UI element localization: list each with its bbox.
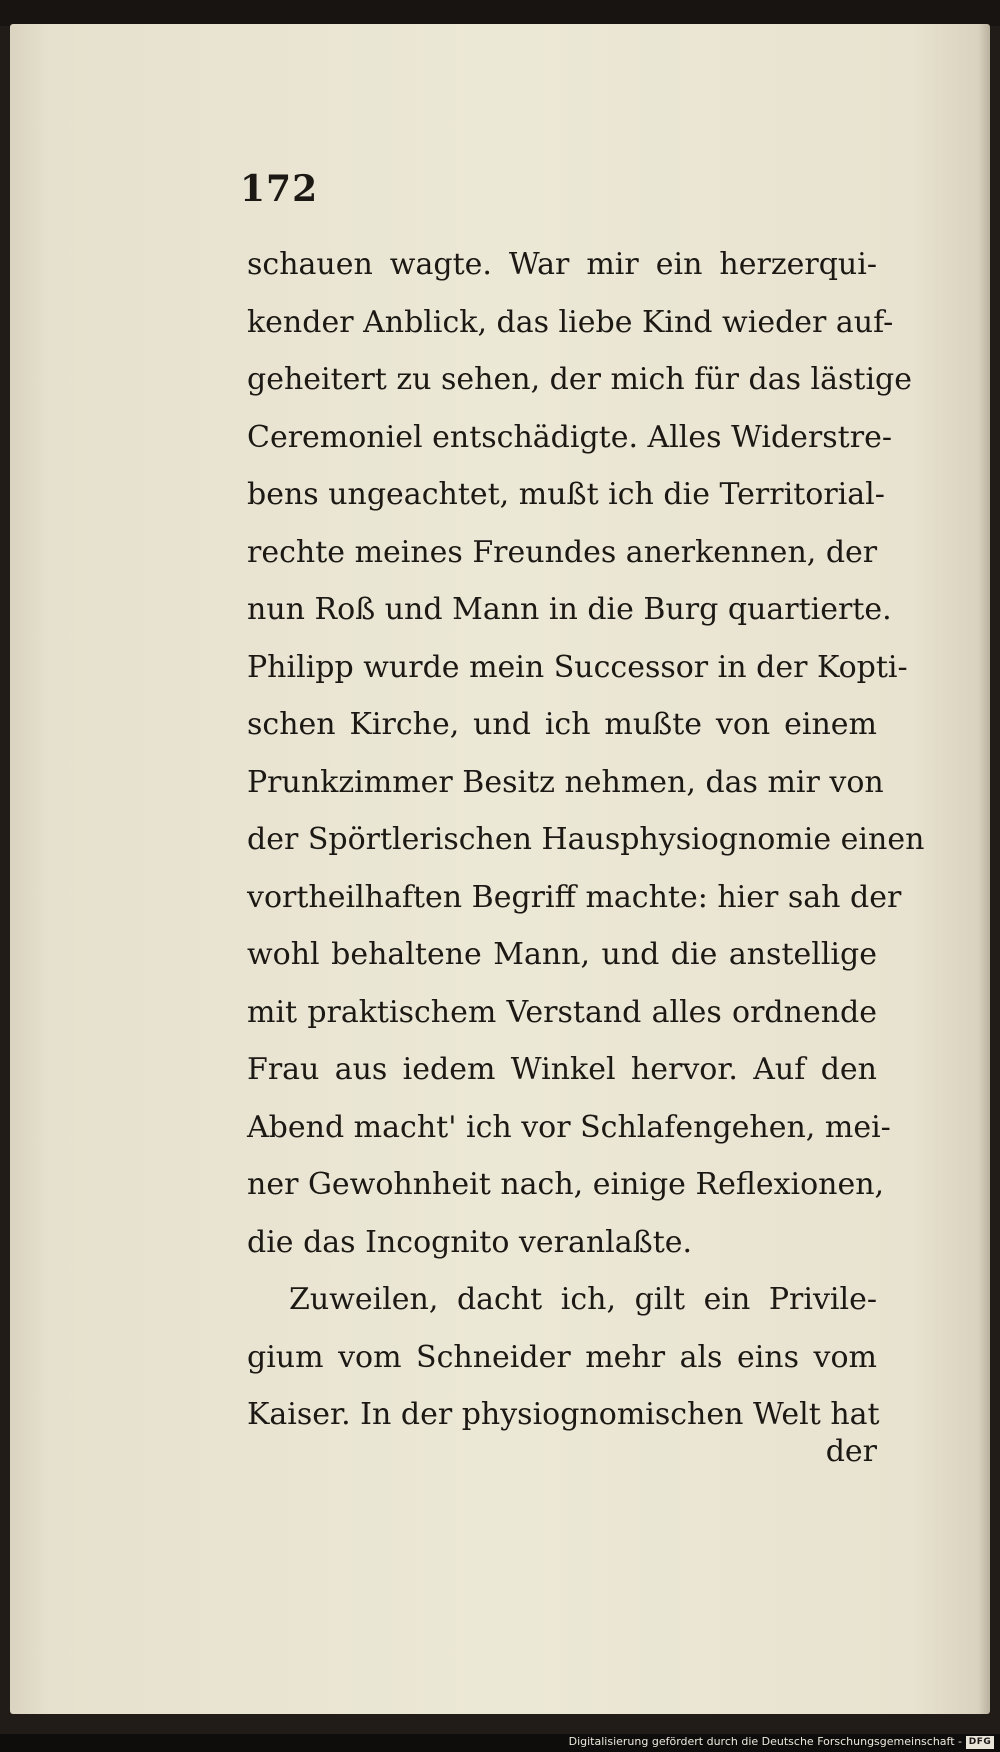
text-line: ner Gewohnheit nach, einige Reflexionen, [247,1167,885,1202]
text-line: rechte meines Freundes anerkennen, der [247,534,878,570]
page-edge-shadow [978,24,990,1714]
text-line: nun Roß und Mann in die Burg quartierte. [247,592,892,627]
text-line: der Spörtlerischen Hausphysiognomie einen [247,822,925,857]
text-line: geheitert zu sehen, der mich für das lästige [247,362,912,397]
text-line: Ceremoniel entschädigte. Alles Widerstre- [247,419,892,455]
page-number: 172 [240,168,319,210]
catchword: der [825,1434,877,1469]
page-text [247,236,925,1444]
text-line: Frau aus iedem Winkel hervor. Auf den [247,1052,877,1087]
text-line: kender Anblick, das liebe Kind wieder auf- [247,304,894,340]
funding-credit: Digitalisierung gefördert durch die Deutsche Forschungsgemeinschaft - [568,1735,962,1748]
scan-top-edge [0,0,1000,26]
text-line: wohl behaltene Mann, und die anstellige [247,937,877,972]
text-line-paragraph-end: die das Incognito veranlaßte. [247,1224,693,1260]
text-line: Prunkzimmer Besitz nehmen, das mir von [247,764,884,800]
digitization-footer [0,1734,1000,1752]
text-line: mit praktischem Verstand alles ordnende [247,994,877,1030]
text-line: schen Kirche, und ich mußte von einem [247,707,877,742]
text-line: gium vom Schneider mehr als eins vom [247,1339,877,1375]
text-line: Kaiser. In der physiognomischen Welt hat [247,1397,880,1432]
text-line: bens ungeachtet, mußt ich die Territorial- [247,477,885,512]
dfg-logo: DFG [966,1736,994,1749]
text-line: vortheilhaften Begriff machte: hier sah der [247,879,902,915]
text-line: Philipp wurde mein Successor in der Kopti- [247,649,908,685]
text-line: schauen wagte. War mir ein herzerqui- [247,247,877,282]
text-line-paragraph-start: Zuweilen, dacht ich, gilt ein Privile- [289,1282,877,1317]
text-line: Abend macht' ich vor Schlafengehen, mei- [247,1109,891,1145]
